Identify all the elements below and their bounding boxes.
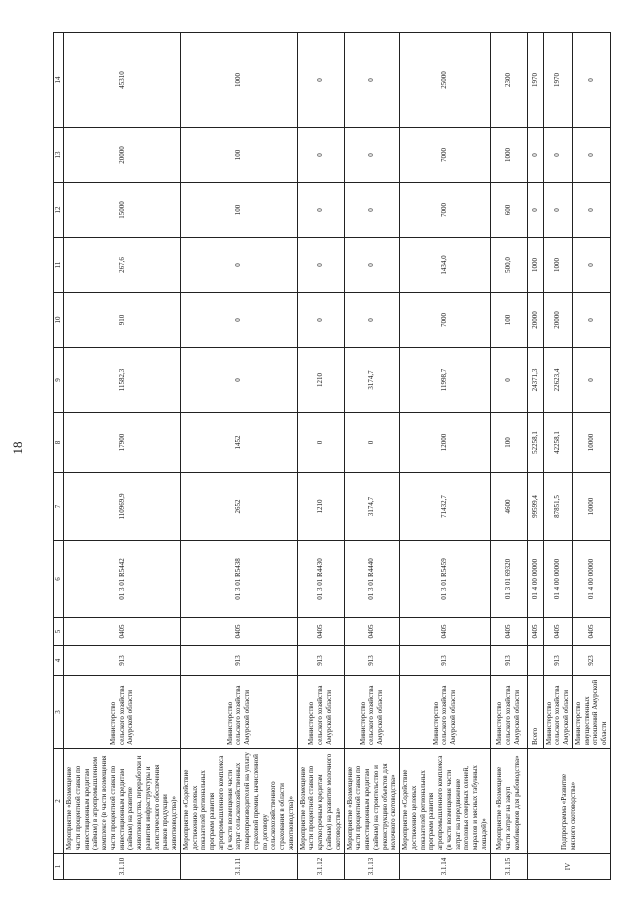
cell-csr: 01 3 01 R4430 xyxy=(297,541,344,618)
cell-csr: 01 3 01 R5438 xyxy=(180,541,297,618)
cell-c14: 2300 xyxy=(490,33,527,128)
cell-c7: 87851,5 xyxy=(543,473,572,541)
cell-c11: 1000 xyxy=(543,238,572,293)
column-number: 6 xyxy=(54,541,64,618)
cell-rzpr: 0405 xyxy=(180,618,297,646)
cell-rzpr: 0405 xyxy=(400,618,491,646)
cell-org: Министерство сельского хозяйства Амурской области xyxy=(490,676,527,749)
cell-num: 3.1.14 xyxy=(400,854,491,880)
cell-grbs: 913 xyxy=(297,646,344,676)
cell-c7: 2652 xyxy=(180,473,297,541)
cell-c11: 0 xyxy=(572,238,610,293)
cell-desc: Мероприятие «Возмещение части затрат на закуп комбикормов для рыбоводства» xyxy=(490,749,527,854)
cell-c14: 1970 xyxy=(543,33,572,128)
cell-c9: 24371,3 xyxy=(527,348,543,413)
table-row xyxy=(180,33,297,880)
cell-grbs: 913 xyxy=(543,646,572,676)
cell-c13: 0 xyxy=(543,128,572,183)
cell-c13: 1000 xyxy=(490,128,527,183)
cell-c8: 42258,1 xyxy=(543,413,572,473)
cell-num: 3.1.11 xyxy=(180,854,297,880)
cell-c9: 0 xyxy=(572,348,610,413)
cell-desc: Мероприятие «Содействие достижению целевых показателей региональных программ развития агропромышленного комплекса (в части возмещения части затрат на передвижение поголовья северных оленей, маралов и мясных табунных лошадей)» xyxy=(400,749,491,854)
cell-c14: 25000 xyxy=(400,33,491,128)
cell-c12: 0 xyxy=(572,183,610,238)
cell-c10: 0 xyxy=(180,293,297,348)
column-number: 13 xyxy=(54,128,64,183)
column-number: 10 xyxy=(54,293,64,348)
cell-c10: 0 xyxy=(572,293,610,348)
cell-desc: Мероприятие «Возмещение части процентной ставки по инвестиционным кредитам (займам) на строительство и реконструкцию объектов для молочного скотоводства» xyxy=(344,749,400,854)
cell-csr: 01 4 00 00000 xyxy=(527,541,543,618)
cell-rzpr: 0405 xyxy=(297,618,344,646)
rotation-wrapper xyxy=(53,33,608,880)
cell-org: Министерство сельского хозяйства Амурской области xyxy=(64,676,181,749)
cell-rzpr: 0405 xyxy=(490,618,527,646)
cell-desc: Мероприятие «Возмещение части процентной ставки по краткосрочным кредитам (займам) на развитие молочного скотоводства» xyxy=(297,749,344,854)
column-number: 12 xyxy=(54,183,64,238)
column-number: 8 xyxy=(54,413,64,473)
cell-csr: 01 3 01 R5459 xyxy=(400,541,491,618)
cell-c9: 22623,4 xyxy=(543,348,572,413)
cell-csr: 01 3 01 R4440 xyxy=(344,541,400,618)
cell-org: Всего xyxy=(527,676,543,749)
cell-c10: 0 xyxy=(297,293,344,348)
cell-org: Министерство сельского хозяйства Амурской области xyxy=(543,676,572,749)
column-number: 1 xyxy=(54,854,64,880)
cell-num: 3.1.15 xyxy=(490,854,527,880)
rotated-page xyxy=(53,33,608,880)
cell-c11: 0 xyxy=(297,238,344,293)
cell-csr: 01 3 01 69320 xyxy=(490,541,527,618)
cell-c8: 52258,1 xyxy=(527,413,543,473)
cell-c8: 10000 xyxy=(572,413,610,473)
cell-c10: 100 xyxy=(490,293,527,348)
cell-c13: 0 xyxy=(527,128,543,183)
subprogram-desc: Подпрограмма «Развитие мясного скотоводства» xyxy=(527,749,610,854)
cell-desc: Мероприятие «Возмещение части процентной ставки по инвестиционным кредитам (займам) в агропромышленном комплексе (в части возмещения части процентной ставки по инвестиционным кредитам (займам) на развитие животноводства, переработки и развития инфраструктуры и логистического обеспечения рынков продукции животноводства)» xyxy=(64,749,181,854)
cell-c7: 10000 xyxy=(572,473,610,541)
cell-c8: 1452 xyxy=(180,413,297,473)
table-row xyxy=(400,33,491,880)
cell-c7: 1210 xyxy=(297,473,344,541)
cell-c10: 20000 xyxy=(527,293,543,348)
cell-c11: 0 xyxy=(180,238,297,293)
cell-c9: 3174,7 xyxy=(344,348,400,413)
column-number: 11 xyxy=(54,238,64,293)
cell-c10: 0 xyxy=(344,293,400,348)
cell-rzpr: 0405 xyxy=(64,618,181,646)
cell-c13: 100 xyxy=(180,128,297,183)
cell-c9: 11998,7 xyxy=(400,348,491,413)
cell-org: Министерство сельского хозяйства Амурской области xyxy=(400,676,491,749)
cell-c12: 100 xyxy=(180,183,297,238)
cell-grbs: 913 xyxy=(344,646,400,676)
cell-c8: 0 xyxy=(297,413,344,473)
column-number: 9 xyxy=(54,348,64,413)
column-number: 3 xyxy=(54,676,64,749)
cell-c7: 110969,9 xyxy=(64,473,181,541)
cell-c12: 15000 xyxy=(64,183,181,238)
cell-grbs: 913 xyxy=(64,646,181,676)
cell-org: Министерство сельского хозяйства Амурской области xyxy=(297,676,344,749)
cell-c12: 0 xyxy=(344,183,400,238)
cell-csr: 01 4 00 00000 xyxy=(572,541,610,618)
cell-c13: 0 xyxy=(297,128,344,183)
cell-c11: 1434,0 xyxy=(400,238,491,293)
table-row xyxy=(297,33,344,880)
cell-grbs: 913 xyxy=(490,646,527,676)
cell-c8: 17900 xyxy=(64,413,181,473)
cell-num: 3.1.10 xyxy=(64,854,181,880)
column-number: 7 xyxy=(54,473,64,541)
cell-c14: 1000 xyxy=(180,33,297,128)
cell-csr: 01 4 00 00000 xyxy=(543,541,572,618)
page-number: 18 xyxy=(10,441,25,455)
cell-c11: 500,0 xyxy=(490,238,527,293)
column-number: 5 xyxy=(54,618,64,646)
cell-org: Министерство имущественных отношений Амурской области xyxy=(572,676,610,749)
cell-c12: 600 xyxy=(490,183,527,238)
cell-org: Министерство сельского хозяйства Амурской области xyxy=(344,676,400,749)
cell-csr: 01 3 01 R5442 xyxy=(64,541,181,618)
cell-grbs: 923 xyxy=(572,646,610,676)
cell-rzpr: 0405 xyxy=(344,618,400,646)
subprogram-num: IV xyxy=(527,854,610,880)
cell-c9: 0 xyxy=(490,348,527,413)
cell-c13: 20000 xyxy=(64,128,181,183)
column-number-row xyxy=(54,33,64,880)
cell-desc: Мероприятие «Содействие достижению целевых показателей региональных программ развития агропромышленного комплекса (в части возмещения части затрат сельскохозяйственных товаропроизводителей на уплату страховой премии, начисленной по договору сельскохозяйственного страхования в области животноводства)» xyxy=(180,749,297,854)
cell-c13: 7000 xyxy=(400,128,491,183)
cell-c14: 0 xyxy=(297,33,344,128)
cell-c7: 3174,7 xyxy=(344,473,400,541)
cell-c7: 99599,4 xyxy=(527,473,543,541)
cell-c10: 20000 xyxy=(543,293,572,348)
cell-rzpr: 0405 xyxy=(527,618,543,646)
cell-c8: 12000 xyxy=(400,413,491,473)
cell-c11: 267,6 xyxy=(64,238,181,293)
table-body xyxy=(64,33,611,880)
cell-c11: 0 xyxy=(344,238,400,293)
column-number: 14 xyxy=(54,33,64,128)
cell-c14: 0 xyxy=(572,33,610,128)
budget-table xyxy=(53,32,611,880)
cell-rzpr: 0405 xyxy=(543,618,572,646)
cell-c13: 0 xyxy=(344,128,400,183)
table-row xyxy=(490,33,527,880)
table-row xyxy=(64,33,181,880)
cell-c10: 7000 xyxy=(400,293,491,348)
cell-c14: 1970 xyxy=(527,33,543,128)
cell-c7: 4600 xyxy=(490,473,527,541)
cell-org: Министерство сельского хозяйства Амурской области xyxy=(180,676,297,749)
subprogram-row xyxy=(527,33,543,880)
column-number: 4 xyxy=(54,646,64,676)
cell-c7: 71432,7 xyxy=(400,473,491,541)
cell-c12: 7000 xyxy=(400,183,491,238)
cell-c14: 0 xyxy=(344,33,400,128)
table-row xyxy=(344,33,400,880)
cell-c13: 0 xyxy=(572,128,610,183)
cell-c9: 1210 xyxy=(297,348,344,413)
cell-c10: 910 xyxy=(64,293,181,348)
cell-c9: 11582,3 xyxy=(64,348,181,413)
cell-c12: 0 xyxy=(527,183,543,238)
cell-rzpr: 0405 xyxy=(572,618,610,646)
cell-c8: 100 xyxy=(490,413,527,473)
cell-grbs: 913 xyxy=(180,646,297,676)
cell-num: 3.1.12 xyxy=(297,854,344,880)
cell-grbs: 913 xyxy=(400,646,491,676)
cell-c11: 1000 xyxy=(527,238,543,293)
cell-c9: 0 xyxy=(180,348,297,413)
cell-num: 3.1.13 xyxy=(344,854,400,880)
cell-c12: 0 xyxy=(297,183,344,238)
cell-c12: 0 xyxy=(543,183,572,238)
cell-grbs xyxy=(527,646,543,676)
column-number: 2 xyxy=(54,749,64,854)
cell-c8: 0 xyxy=(344,413,400,473)
cell-c14: 45310 xyxy=(64,33,181,128)
